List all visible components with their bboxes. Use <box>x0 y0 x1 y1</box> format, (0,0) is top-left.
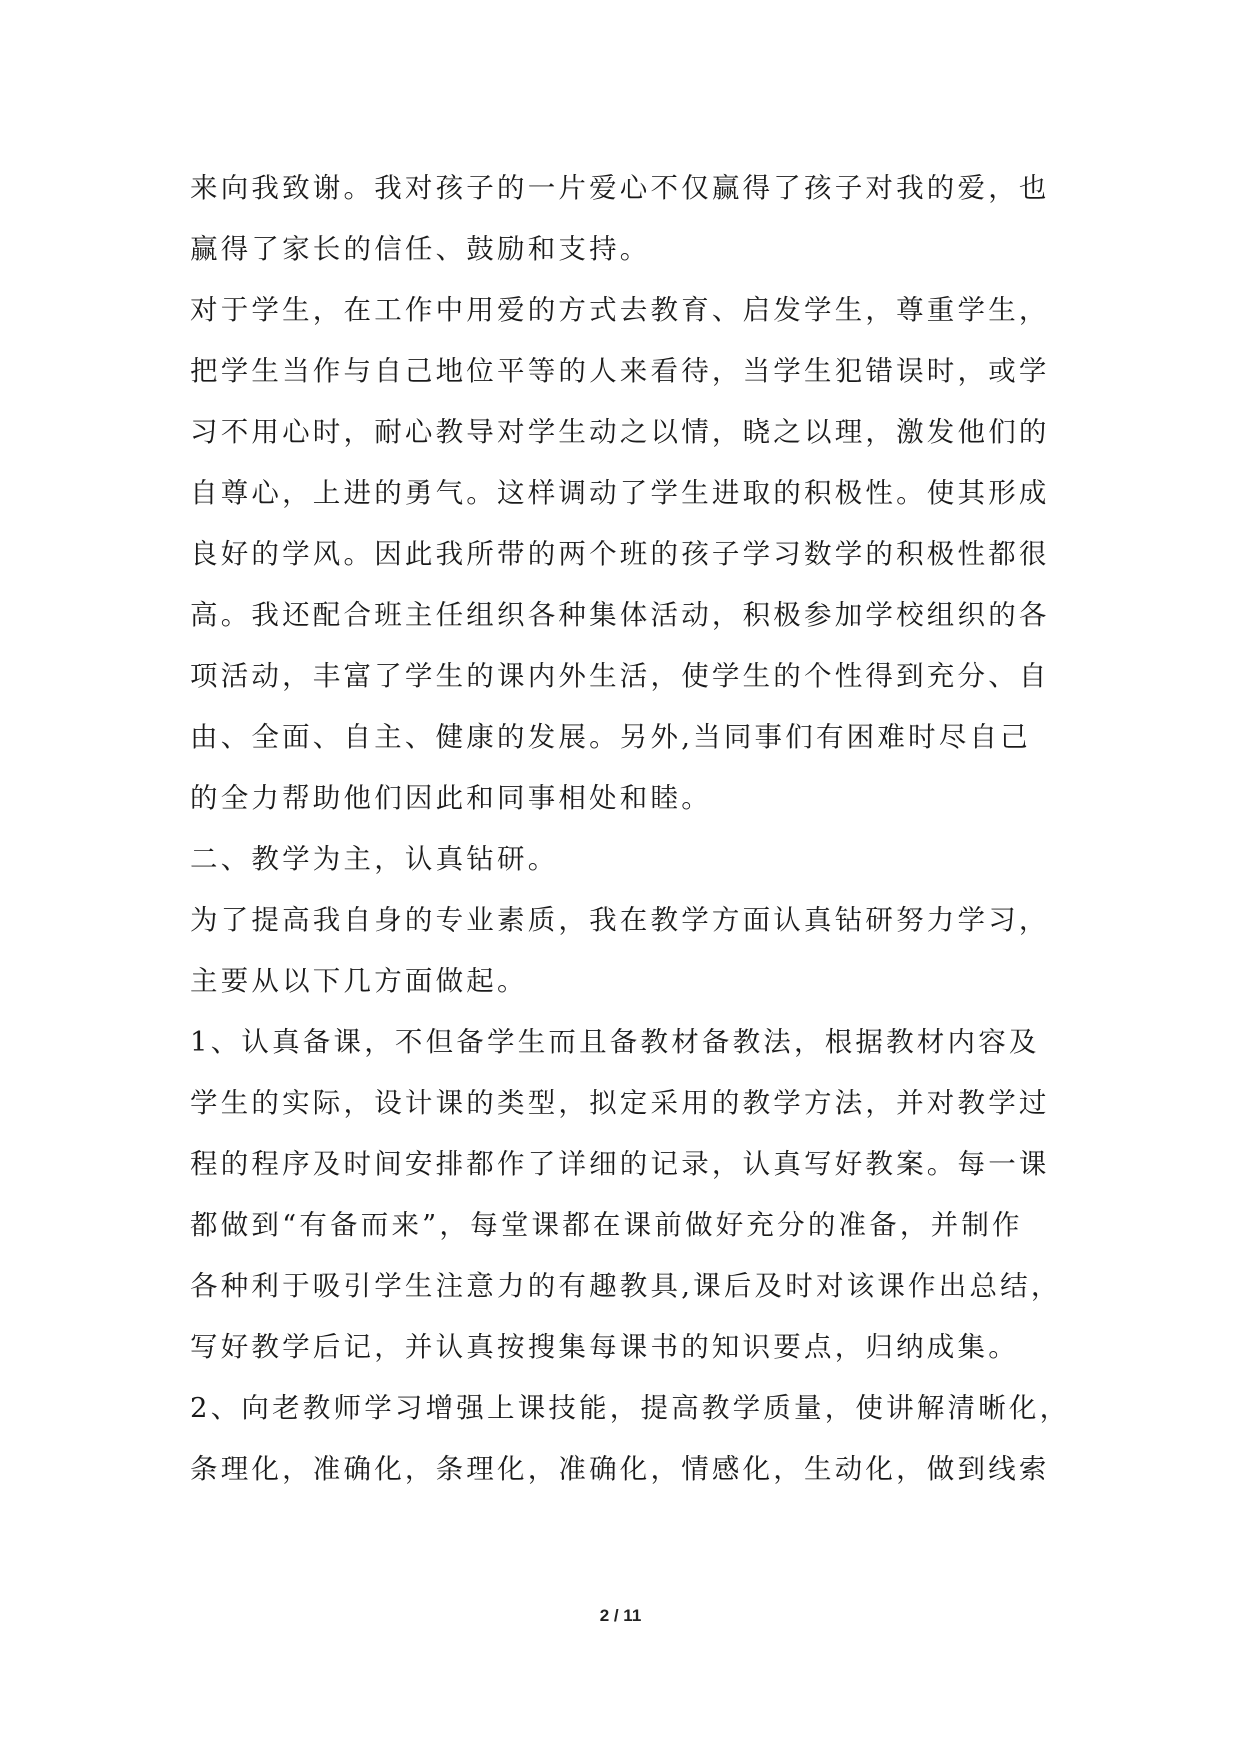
section-heading: 二、教学为主，认真钻研。 <box>190 843 559 875</box>
text-line: 习不用心时，耐心教导对学生动之以情，晓之以理，激发他们的 <box>190 416 1050 448</box>
text-line: 良好的学风。因此我所带的两个班的孩子学习数学的积极性都很 <box>190 538 1050 570</box>
text-line: 对于学生，在工作中用爱的方式去教育、启发学生，尊重学生， <box>190 294 1050 326</box>
text-line: 1、认真备课，不但备学生而且备教材备教法，根据教材内容及 <box>190 1026 1040 1058</box>
document-body <box>190 158 1071 1500</box>
text-line: 条理化，准确化，条理化，准确化，情感化，生动化，做到线索 <box>190 1453 1050 1485</box>
text-line: 来向我致谢。我对孩子的一片爱心不仅赢得了孩子对我的爱，也 <box>190 172 1050 204</box>
text-line: 都做到“有备而来”，每堂课都在课前做好充分的准备，并制作 <box>190 1209 1023 1241</box>
text-line: 把学生当作与自己地位平等的人来看待，当学生犯错误时，或学 <box>190 355 1050 387</box>
text-line: 程的程序及时间安排都作了详细的记录，认真写好教案。每一课 <box>190 1148 1050 1180</box>
text-line: 的全力帮助他们因此和同事相处和睦。 <box>190 782 712 814</box>
text-line: 由、全面、自主、健康的发展。另外,当同事们有困难时尽自己 <box>190 721 1031 753</box>
page-number: 2 / 11 <box>599 1606 642 1625</box>
text-line: 赢得了家长的信任、鼓励和支持。 <box>190 233 651 265</box>
text-line: 写好教学后记，并认真按搜集每课书的知识要点，归纳成集。 <box>190 1331 1019 1363</box>
text-line: 自尊心，上进的勇气。这样调动了学生进取的积极性。使其形成 <box>190 477 1050 509</box>
text-line: 学生的实际，设计课的类型，拟定采用的教学方法，并对教学过 <box>190 1087 1050 1119</box>
text-line: 项活动，丰富了学生的课内外生活，使学生的个性得到充分、自 <box>190 660 1050 692</box>
text-line: 为了提高我自身的专业素质，我在教学方面认真钻研努力学习， <box>190 904 1050 936</box>
text-line: 高。我还配合班主任组织各种集体活动，积极参加学校组织的各 <box>190 599 1050 631</box>
text-line: 主要从以下几方面做起。 <box>190 965 528 997</box>
text-line: 2、向老教师学习增强上课技能，提高教学质量，使讲解清晰化， <box>190 1392 1071 1424</box>
text-line: 各种利于吸引学生注意力的有趣教具,课后及时对该课作出总结， <box>190 1270 1062 1302</box>
